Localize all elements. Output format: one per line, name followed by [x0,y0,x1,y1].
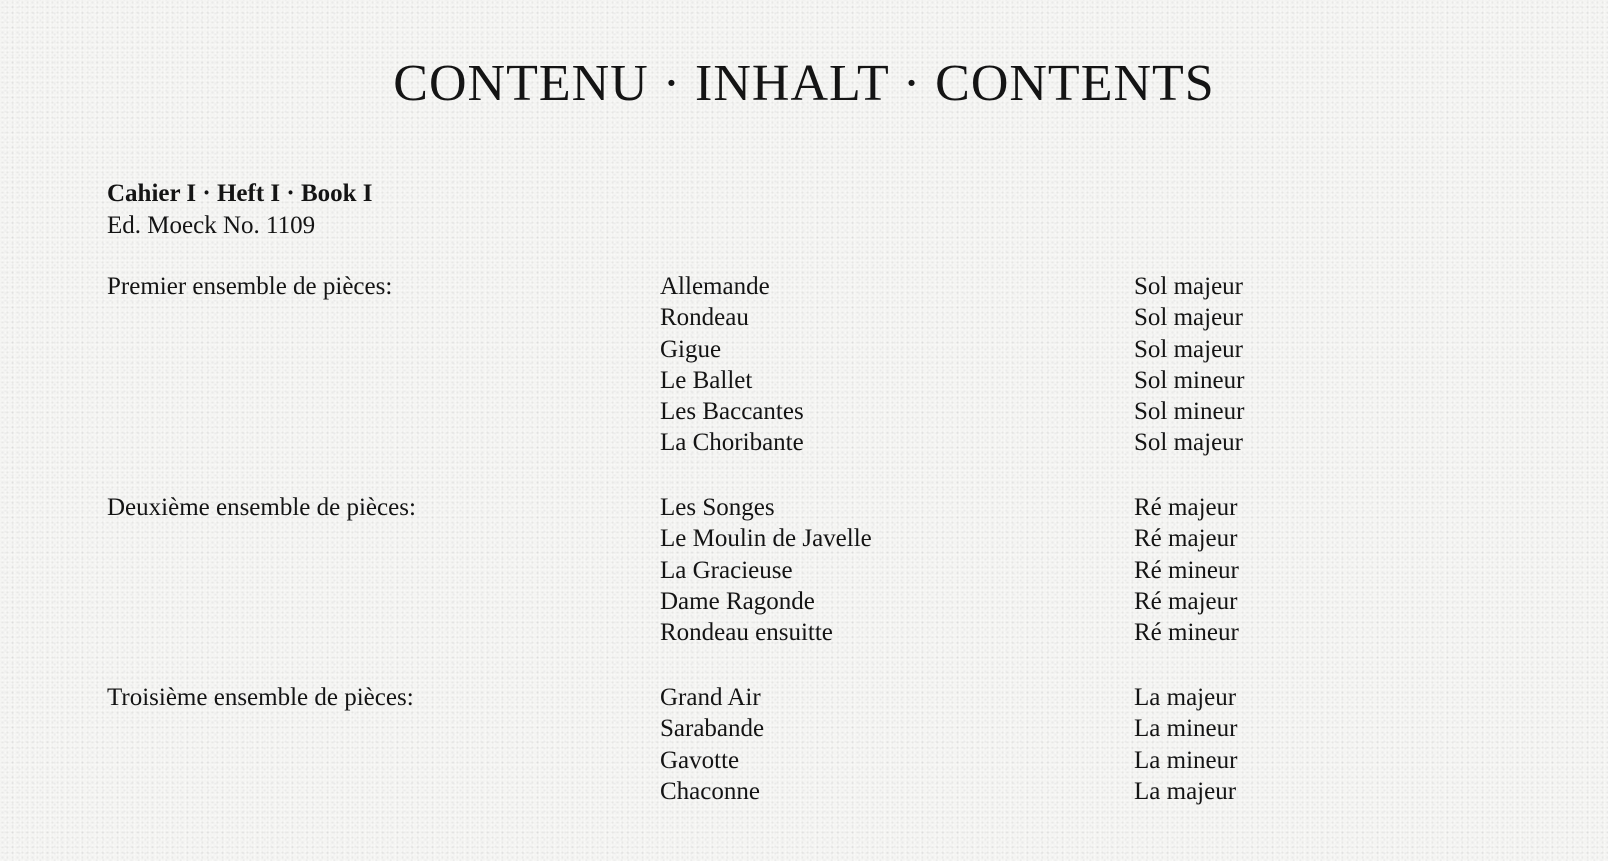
piece-key: Ré majeur [1134,494,1238,521]
piece-row [660,747,1380,778]
piece-key: La mineur [1134,746,1238,774]
piece-name: Rondeau ensuitte [660,619,833,647]
piece-key: La majeur [1134,684,1237,711]
piece-name: Sarabande [660,715,765,743]
piece-name: La Choribante [660,429,804,457]
piece-key: Ré mineur [1134,556,1239,584]
piece-key: Ré majeur [1134,587,1238,615]
piece-row [660,398,1380,429]
piece-row [660,715,1380,746]
piece-name: Les Songes [660,494,775,521]
edition-number: Ed. Moeck No. 1109 [107,212,316,239]
piece-key: La majeur [1134,777,1237,805]
ensemble-label: Troisième ensemble de pièces: [107,684,414,711]
piece-name: Gigue [660,335,722,363]
piece-list [660,684,1380,809]
piece-key: La mineur [1134,715,1238,743]
piece-name: Le Ballet [660,366,753,394]
piece-row [660,273,1380,304]
piece-name: Les Baccantes [660,398,804,426]
piece-key: Sol majeur [1134,335,1244,363]
piece-row [660,557,1380,588]
piece-row [660,429,1380,460]
piece-name: Dame Ragonde [660,587,815,615]
piece-row [660,778,1380,809]
piece-row [660,684,1380,715]
piece-row [660,494,1380,525]
piece-row [660,619,1380,650]
ensemble-label: Premier ensemble de pièces: [107,273,393,300]
piece-name: Rondeau [660,304,749,332]
piece-key: Ré mineur [1134,619,1239,647]
piece-list [660,273,1380,461]
piece-key: Sol majeur [1134,273,1244,300]
piece-row [660,304,1380,335]
piece-key: Sol majeur [1134,304,1244,332]
ensemble-label: Deuxième ensemble de pièces: [107,494,416,521]
piece-row [660,367,1380,398]
piece-list [660,494,1380,650]
piece-row [660,525,1380,556]
piece-name: La Gracieuse [660,556,793,584]
piece-name: Le Moulin de Javelle [660,525,872,553]
piece-row [660,336,1380,367]
piece-row [660,588,1380,619]
piece-name: Chaconne [660,777,760,805]
piece-key: Sol majeur [1134,429,1244,457]
page-title: CONTENU · INHALT · CONTENTS [393,55,1215,112]
piece-name: Grand Air [660,684,761,711]
piece-name: Gavotte [660,746,740,774]
piece-key: Sol mineur [1134,398,1245,426]
piece-name: Allemande [660,273,770,300]
book-heading: Cahier I · Heft I · Book I [107,180,373,207]
piece-key: Ré majeur [1134,525,1238,553]
piece-key: Sol mineur [1134,366,1245,394]
